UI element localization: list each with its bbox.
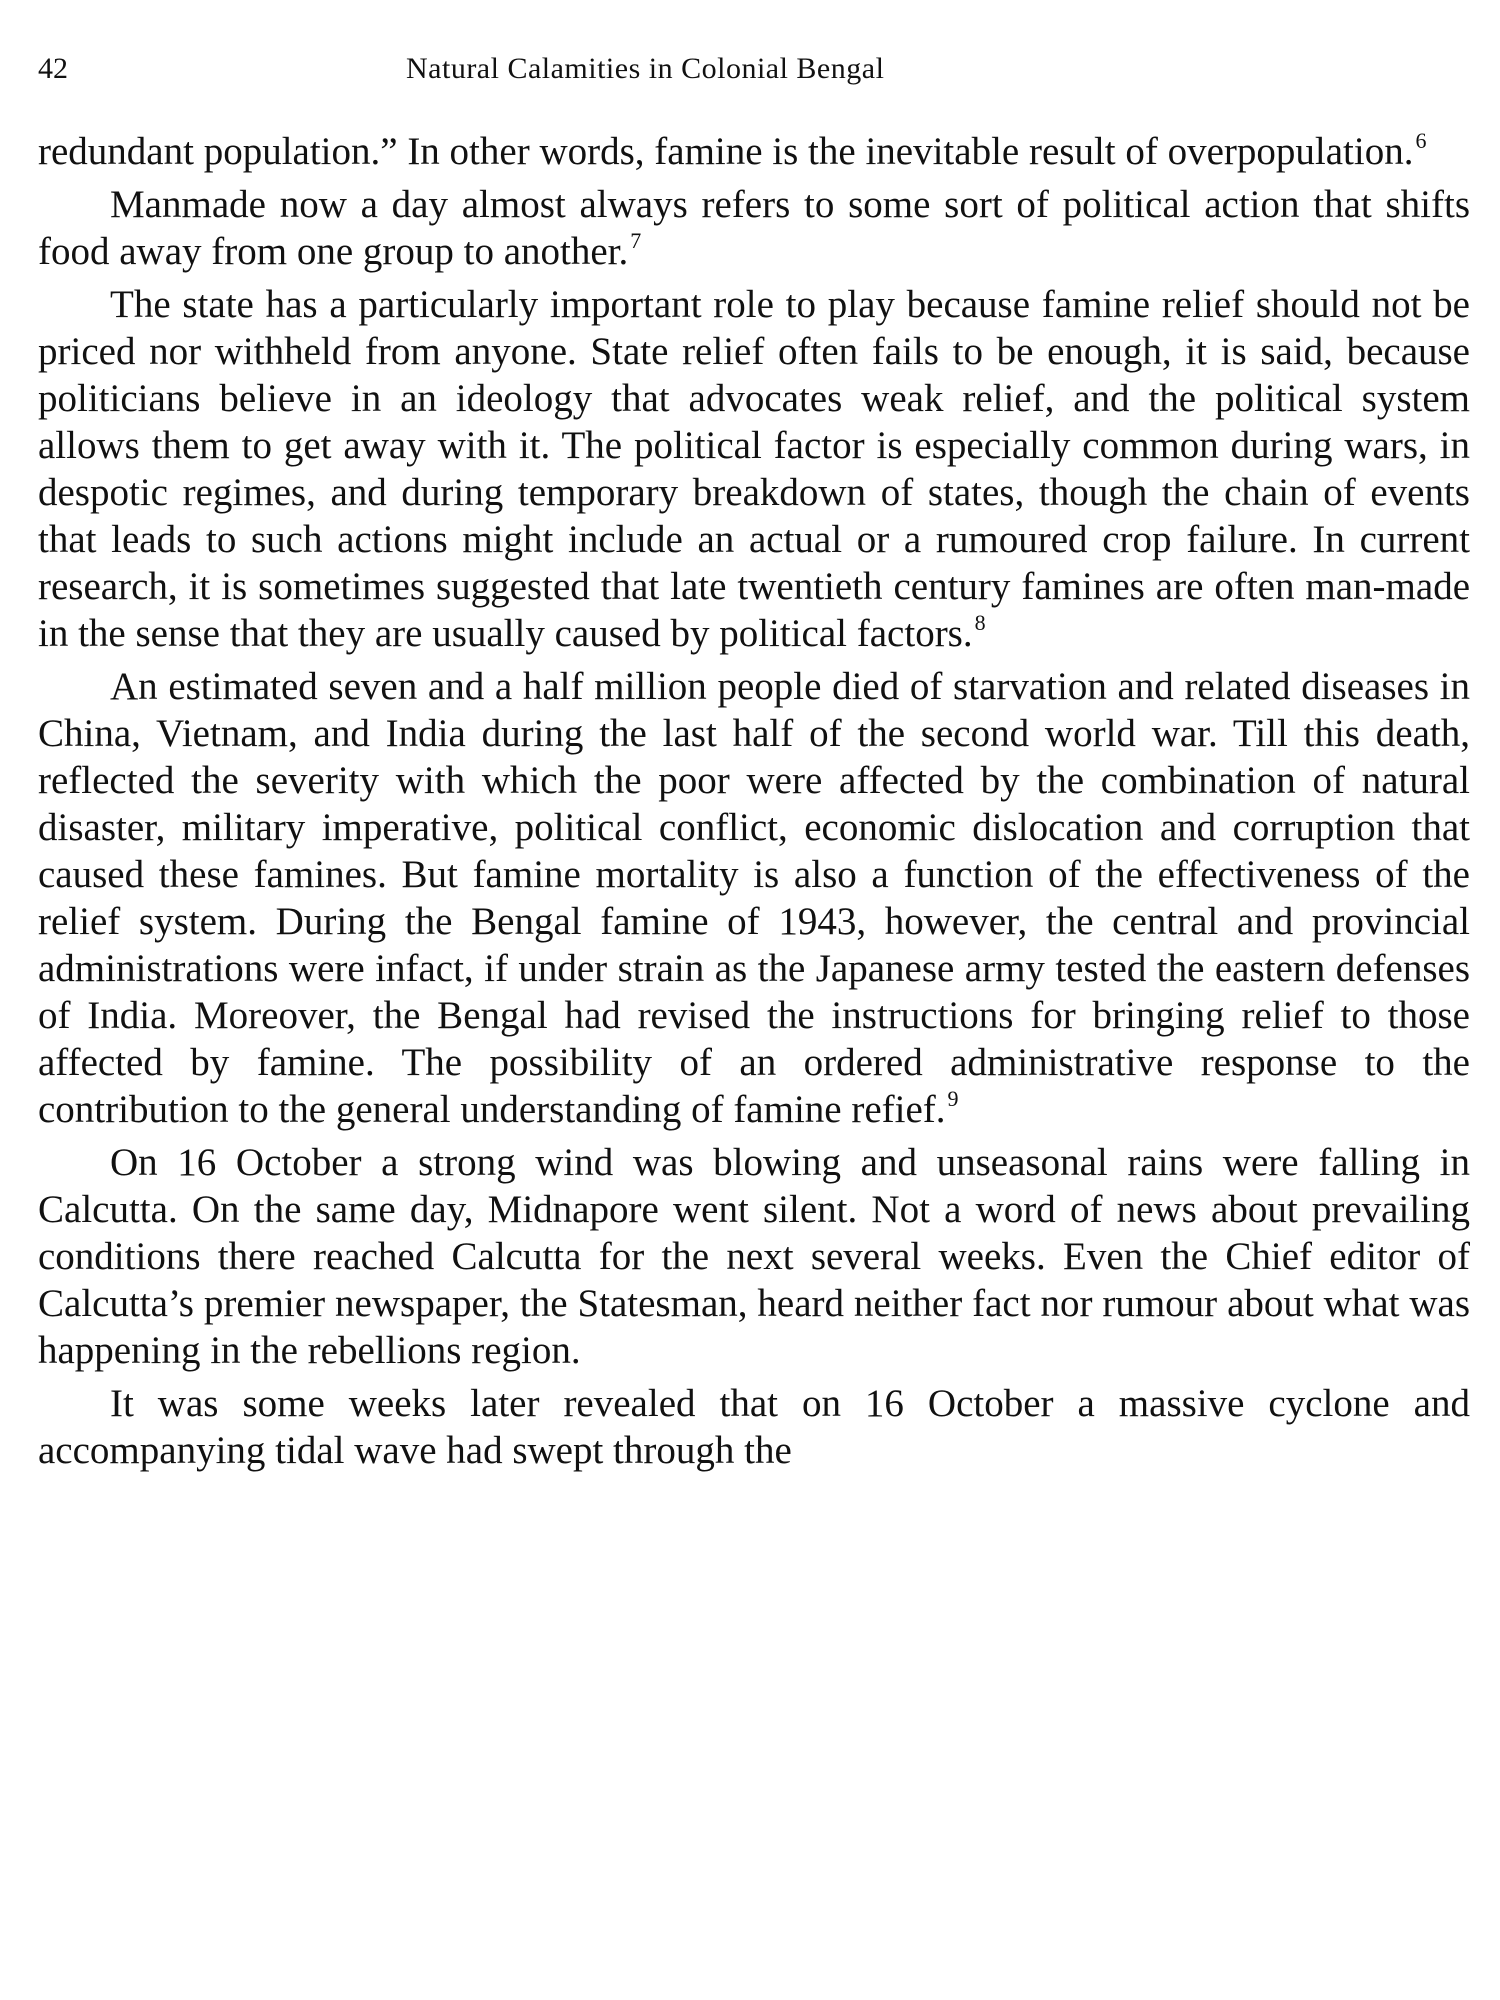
paragraph-text: Manmade now a day almost always refers to some sort of political action that shifts food away from one group to another.: [38, 183, 1470, 273]
paragraph-text: On 16 October a strong wind was blowing and unseasonal rains were falling in Calcutta. On the same day, Midnapore went silent. Not a word of news about prevailing conditions there reached Calcutta for the next several weeks. Even the Chief editor of Calcutta’s premier newspaper, the Statesman, heard neither fact nor rumour about what was happening in the rebellions region.: [38, 1141, 1470, 1372]
paragraph-text: The state has a particularly important role to play because famine relief should not be priced nor withheld from anyone. State relief often fails to be enough, it is said, because politicians believe in an ideology that advocates weak relief, and the political system allows them to get away with it. The political factor is especially common during wars, in despotic regimes, and during temporary breakdown of states, though the chain of events that leads to such actions might include an actual or a rumoured crop failure. In current research, it is sometimes suggested that late twentieth century famines are often man-made in the sense that they are usually caused by political factors.: [38, 283, 1470, 655]
footnote-marker: 9: [947, 1086, 959, 1111]
page-number: 42: [38, 52, 68, 85]
footnote-marker: 6: [1415, 128, 1427, 153]
paragraph-text: It was some weeks later revealed that on 16 October a massive cyclone and accompanying tidal wave had swept through the: [38, 1382, 1470, 1472]
body-text: [38, 128, 1470, 1480]
paragraph-2: [38, 181, 1470, 275]
page-header: [38, 52, 1458, 102]
running-title: Natural Calamities in Colonial Bengal: [406, 52, 885, 85]
footnote-marker: 7: [630, 228, 642, 253]
paragraph-1: [38, 128, 1470, 175]
paragraph-6: [38, 1380, 1470, 1474]
paragraph-5: [38, 1139, 1470, 1374]
paragraph-3: [38, 281, 1470, 657]
paragraph-4: [38, 663, 1470, 1133]
paragraph-text: redundant population.” In other words, famine is the inevitable result of overpopulation.: [38, 130, 1414, 173]
footnote-marker: 8: [974, 610, 986, 635]
paragraph-text: An estimated seven and a half million people died of starvation and related diseases in China, Vietnam, and India during the last half of the second world war. Till this death, reflected the severity with which the poor were affected by the combination of natural disaster, military imperative, political conflict, economic dislocation and corruption that caused these famines. But famine mortality is also a function of the effectiveness of the relief system. During the Bengal famine of 1943, however, the central and provincial administrations were infact, if under strain as the Japanese army tested the eastern defenses of India. Moreover, the Bengal had revised the instructions for bringing relief to those affected by famine. The possibility of an ordered administrative response to the contribution to the general understanding of famine refief.: [38, 665, 1470, 1131]
